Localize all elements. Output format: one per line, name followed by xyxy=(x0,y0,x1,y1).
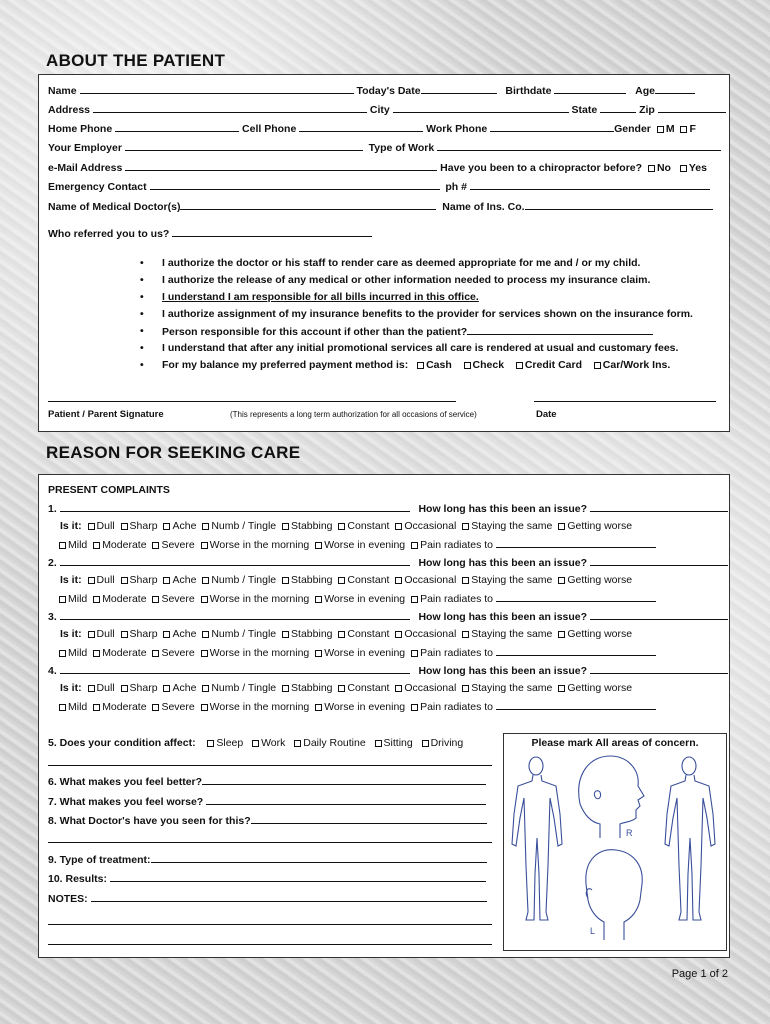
complaint-row-2: 2. How long has this been an issue? xyxy=(48,556,728,569)
severity-option[interactable]: Severe xyxy=(149,593,194,605)
severity-option[interactable]: Pain radiates to xyxy=(408,647,493,659)
how-long-field[interactable] xyxy=(590,556,728,566)
complaint-quality-row: Is it: Dull Sharp Ache Numb / Tingle Stabbing Constant Occasional Staying the same Getting worse xyxy=(60,628,633,640)
severity-option[interactable]: Mild xyxy=(56,647,87,659)
row-treatment: 9. Type of treatment: xyxy=(48,853,487,866)
quality-option[interactable]: Sharp xyxy=(118,682,158,694)
severity-option[interactable]: Worse in the morning xyxy=(198,647,310,659)
results-field[interactable] xyxy=(110,872,486,882)
gender-m-checkbox[interactable] xyxy=(657,126,664,133)
severity-option[interactable]: Worse in the morning xyxy=(198,593,310,605)
authorization-5: • Person responsible for this account if other than the patient? xyxy=(162,325,653,338)
authorization-6: • I understand that after any initial promotional services all care is rendered at usual and customary fees. xyxy=(162,342,678,354)
row-worse: 7. What makes you feel worse? xyxy=(48,795,486,808)
svg-text:R: R xyxy=(626,828,633,838)
complaint-quality-row: Is it: Dull Sharp Ache Numb / Tingle Stabbing Constant Occasional Staying the same Getting worse xyxy=(60,520,633,532)
pay-check-checkbox[interactable] xyxy=(464,362,471,369)
severity-option[interactable]: Pain radiates to xyxy=(408,701,493,713)
severity-option[interactable]: Severe xyxy=(149,647,194,659)
severity-option[interactable]: Moderate xyxy=(90,701,146,713)
severity-option[interactable]: Moderate xyxy=(90,647,146,659)
name-field[interactable] xyxy=(80,84,354,94)
gender-f-checkbox[interactable] xyxy=(680,126,687,133)
section-heading-patient: ABOUT THE PATIENT xyxy=(46,51,226,70)
quality-option[interactable]: Staying the same xyxy=(459,682,552,694)
quality-option[interactable]: Constant xyxy=(335,682,389,694)
severity-option[interactable]: Worse in evening xyxy=(312,701,405,713)
address-field[interactable] xyxy=(93,103,367,113)
employer-field[interactable] xyxy=(125,141,363,151)
row-employer: Your Employer Type of Work xyxy=(48,141,721,154)
severity-option[interactable]: Moderate xyxy=(90,593,146,605)
quality-option[interactable]: Stabbing xyxy=(279,574,332,586)
radiates-field[interactable] xyxy=(496,646,656,656)
quality-option[interactable]: Ache xyxy=(160,682,196,694)
radiates-field[interactable] xyxy=(496,538,656,548)
quality-option[interactable]: Numb / Tingle xyxy=(199,574,276,586)
quality-option[interactable]: Occasional xyxy=(392,520,456,532)
city-field[interactable] xyxy=(393,103,569,113)
quality-option[interactable]: Ache xyxy=(160,574,196,586)
quality-option[interactable]: Numb / Tingle xyxy=(199,682,276,694)
quality-option[interactable]: Staying the same xyxy=(459,574,552,586)
authorization-3: • I understand I am responsible for all bills incurred in this office. xyxy=(162,291,479,303)
complaint-quality-row: Is it: Dull Sharp Ache Numb / Tingle Stabbing Constant Occasional Staying the same Getting worse xyxy=(60,574,633,586)
complaint-severity-row xyxy=(56,700,656,713)
authorization-2: • I authorize the release of any medical or other information needed to process my insurance claim. xyxy=(162,274,650,286)
svg-text:L: L xyxy=(590,926,596,936)
severity-option[interactable]: Worse in evening xyxy=(312,593,405,605)
severity-option[interactable]: Worse in the morning xyxy=(198,701,310,713)
complaint-row-1: 1. How long has this been an issue? xyxy=(48,502,728,515)
severity-option[interactable]: Mild xyxy=(56,593,87,605)
complaint-field[interactable] xyxy=(60,664,410,674)
authorization-4: • I authorize assignment of my insurance benefits to the provider for services shown on the insurance form. xyxy=(162,308,693,320)
quality-option[interactable]: Constant xyxy=(335,628,389,640)
row-doctor: Name of Medical Doctor(s) Name of Ins. Co. xyxy=(48,200,713,213)
signature-line[interactable] xyxy=(48,401,456,402)
row-affect: 5. Does your condition affect: Sleep Work Daily Routine Sitting Driving xyxy=(48,737,464,749)
quality-option[interactable]: Sharp xyxy=(118,574,158,586)
emergency-phone-field[interactable] xyxy=(470,180,710,190)
quality-option[interactable]: Staying the same xyxy=(459,628,552,640)
front-body-figure xyxy=(512,757,562,920)
radiates-field[interactable] xyxy=(496,592,656,602)
doctors-field[interactable] xyxy=(251,814,487,824)
notes-line-2[interactable] xyxy=(48,924,492,925)
affect-opt-work[interactable]: Work xyxy=(249,737,285,749)
radiates-field[interactable] xyxy=(496,700,656,710)
affect-line[interactable] xyxy=(48,765,492,766)
chiro-yes-checkbox[interactable] xyxy=(680,165,687,172)
quality-option[interactable]: Dull xyxy=(85,682,115,694)
severity-option[interactable]: Moderate xyxy=(90,539,146,551)
row-emergency: Emergency Contact ph # xyxy=(48,180,710,193)
head-side-figure xyxy=(579,756,644,838)
referred-by-field[interactable] xyxy=(172,227,372,237)
quality-option[interactable]: Stabbing xyxy=(279,520,332,532)
row-notes: NOTES: xyxy=(48,892,487,905)
cell-phone-field[interactable] xyxy=(299,122,423,132)
severity-option[interactable]: Pain radiates to xyxy=(408,593,493,605)
quality-option[interactable]: Constant xyxy=(335,574,389,586)
worse-field[interactable] xyxy=(206,795,486,805)
quality-option[interactable]: Dull xyxy=(85,520,115,532)
body-diagram-caption: Please mark All areas of concern. xyxy=(531,737,699,749)
row-email: e-Mail Address Have you been to a chiropractor before? No Yes xyxy=(48,162,707,174)
chiro-no-checkbox[interactable] xyxy=(648,165,655,172)
quality-option[interactable]: Occasional xyxy=(392,628,456,640)
row-referred: Who referred you to us? xyxy=(48,227,372,240)
notes-field[interactable] xyxy=(91,892,487,902)
quality-option[interactable]: Staying the same xyxy=(459,520,552,532)
quality-option[interactable]: Getting worse xyxy=(555,574,632,586)
how-long-field[interactable] xyxy=(590,502,728,512)
medical-doctor-field[interactable] xyxy=(180,200,436,210)
back-body-figure xyxy=(665,757,715,920)
section-heading-care: REASON FOR SEEKING CARE xyxy=(46,443,301,462)
severity-option[interactable]: Mild xyxy=(56,701,87,713)
pay-car-checkbox[interactable] xyxy=(594,362,601,369)
birthdate-field[interactable] xyxy=(554,84,626,94)
complaint-row-3: 3. How long has this been an issue? xyxy=(48,610,728,623)
quality-option[interactable]: Dull xyxy=(85,628,115,640)
signature-note: (This represents a long term authorization for all occasions of service) xyxy=(230,410,477,419)
age-field[interactable] xyxy=(655,84,695,94)
emergency-contact-field[interactable] xyxy=(150,180,440,190)
page-number: Page 1 of 2 xyxy=(671,968,728,980)
complaint-row-4: 4. How long has this been an issue? xyxy=(48,664,728,677)
quality-option[interactable]: Numb / Tingle xyxy=(199,520,276,532)
complaint-quality-row: Is it: Dull Sharp Ache Numb / Tingle Stabbing Constant Occasional Staying the same Getting worse xyxy=(60,682,633,694)
present-complaints-label: PRESENT COMPLAINTS xyxy=(48,484,170,496)
better-field[interactable] xyxy=(202,775,486,785)
affect-opt-driving[interactable]: Driving xyxy=(419,737,464,749)
quality-option[interactable]: Constant xyxy=(335,520,389,532)
complaint-field[interactable] xyxy=(60,610,410,620)
quality-option[interactable]: Sharp xyxy=(118,520,158,532)
complaint-field[interactable] xyxy=(60,502,410,512)
complaint-severity-row xyxy=(56,592,656,605)
authorization-7: • For my balance my preferred payment method is: Cash Check Credit Card Car/Work Ins. xyxy=(162,359,670,371)
quality-option[interactable]: Getting worse xyxy=(555,628,632,640)
quality-option[interactable]: Getting worse xyxy=(555,520,632,532)
date-line[interactable] xyxy=(534,401,716,402)
severity-option[interactable]: Pain radiates to xyxy=(408,539,493,551)
state-field[interactable] xyxy=(600,103,636,113)
pay-cash-checkbox[interactable] xyxy=(417,362,424,369)
quality-option[interactable]: Ache xyxy=(160,628,196,640)
type-of-work-field[interactable] xyxy=(437,141,721,151)
quality-option[interactable]: Ache xyxy=(160,520,196,532)
insurance-company-field[interactable] xyxy=(525,200,713,210)
how-long-field[interactable] xyxy=(590,664,728,674)
row-doctors: 8. What Doctor's have you seen for this? xyxy=(48,814,487,827)
treatment-field[interactable] xyxy=(151,853,487,863)
quality-option[interactable]: Sharp xyxy=(118,628,158,640)
date-label: Date xyxy=(536,409,557,420)
complaint-severity-row xyxy=(56,538,656,551)
email-field[interactable] xyxy=(125,161,437,171)
row-address: Address City State Zip xyxy=(48,103,726,116)
severity-option[interactable]: Worse in evening xyxy=(312,647,405,659)
quality-option[interactable]: Stabbing xyxy=(279,682,332,694)
row-name: Name Today's Date Birthdate Age xyxy=(48,84,695,97)
how-long-field[interactable] xyxy=(590,610,728,620)
work-phone-field[interactable] xyxy=(490,122,614,132)
pay-credit-checkbox[interactable] xyxy=(516,362,523,369)
body-diagram[interactable] xyxy=(503,733,727,951)
body-diagram-figures xyxy=(504,734,726,950)
quality-option[interactable]: Numb / Tingle xyxy=(199,628,276,640)
quality-option[interactable]: Stabbing xyxy=(279,628,332,640)
doctors-line-2[interactable] xyxy=(48,842,492,843)
quality-option[interactable]: Occasional xyxy=(392,682,456,694)
head-lower-figure xyxy=(586,850,642,940)
affect-opt-sleep[interactable]: Sleep xyxy=(204,737,243,749)
row-phone: Home Phone Cell Phone Work Phone Gender M F xyxy=(48,123,696,135)
row-better: 6. What makes you feel better? xyxy=(48,775,486,788)
row-results: 10. Results: xyxy=(48,872,486,885)
home-phone-field[interactable] xyxy=(115,122,239,132)
responsible-party-field[interactable] xyxy=(467,325,653,335)
affect-opt-daily[interactable]: Daily Routine xyxy=(291,737,365,749)
todays-date-field[interactable] xyxy=(421,84,497,94)
notes-line-3[interactable] xyxy=(48,944,492,945)
quality-option[interactable]: Getting worse xyxy=(555,682,632,694)
quality-option[interactable]: Occasional xyxy=(392,574,456,586)
complaint-field[interactable] xyxy=(60,556,410,566)
severity-option[interactable]: Mild xyxy=(56,539,87,551)
severity-option[interactable]: Worse in the morning xyxy=(198,539,310,551)
signature-label: Patient / Parent Signature xyxy=(48,409,164,420)
affect-opt-sitting[interactable]: Sitting xyxy=(372,737,413,749)
zip-field[interactable] xyxy=(658,103,726,113)
complaint-severity-row xyxy=(56,646,656,659)
severity-option[interactable]: Severe xyxy=(149,539,194,551)
severity-option[interactable]: Severe xyxy=(149,701,194,713)
quality-option[interactable]: Dull xyxy=(85,574,115,586)
authorization-1: • I authorize the doctor or his staff to render care as deemed appropriate for me and / or my child. xyxy=(162,257,640,269)
severity-option[interactable]: Worse in evening xyxy=(312,539,405,551)
